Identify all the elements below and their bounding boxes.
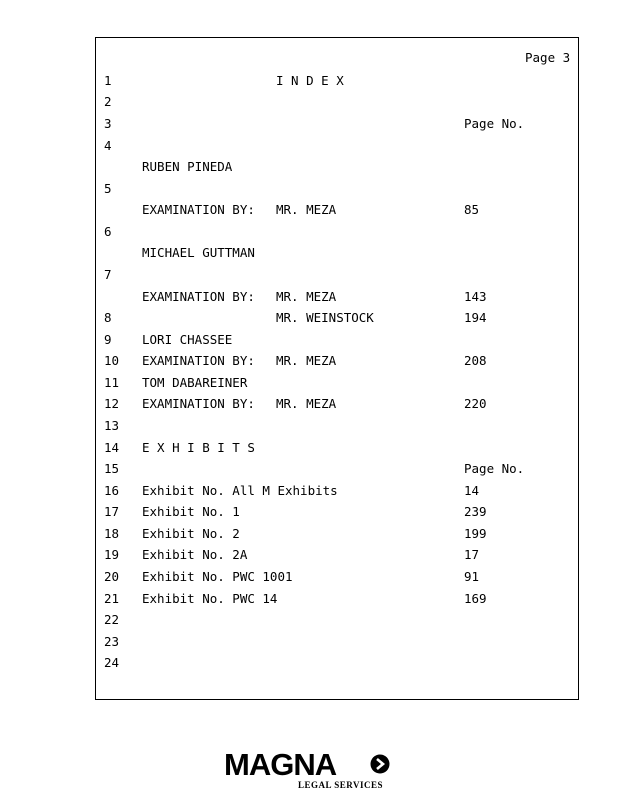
exhibit-label: Exhibit No. 1 [142, 504, 240, 519]
witness-name: LORI CHASSEE [142, 332, 233, 347]
line-number: 12 [104, 396, 120, 411]
exhibit-page: 239 [464, 504, 487, 519]
examination-page: 194 [464, 310, 487, 325]
line-number: 5 [104, 181, 112, 196]
line-number: 16 [104, 483, 120, 498]
line-number: 23 [104, 634, 120, 649]
exhibit-page: 199 [464, 526, 487, 541]
magna-logo [224, 748, 396, 792]
exhibit-label: Exhibit No. All M Exhibits [142, 483, 338, 498]
witness-name: MICHAEL GUTTMAN [142, 245, 255, 260]
exhibits-title: E X H I B I T S [142, 440, 255, 455]
line-number: 4 [104, 138, 112, 153]
line-number: 1 [104, 73, 112, 88]
witness-name: TOM DABAREINER [142, 375, 248, 390]
examiner-name: MR. MEZA [276, 289, 337, 304]
line-number: 13 [104, 418, 120, 433]
examiner-name: MR. MEZA [276, 202, 337, 217]
examination-label: EXAMINATION BY: [142, 289, 255, 304]
line-number: 18 [104, 526, 120, 541]
line-number: 14 [104, 440, 120, 455]
examination-page: 85 [464, 202, 480, 217]
examiner-name: MR. MEZA [276, 353, 337, 368]
exhibit-label: Exhibit No. PWC 14 [142, 591, 278, 606]
exhibit-page: 91 [464, 569, 480, 584]
page-label: Page 3 [525, 50, 571, 65]
examination-page: 143 [464, 289, 487, 304]
examination-label: EXAMINATION BY: [142, 396, 255, 411]
exhibit-label: Exhibit No. 2 [142, 526, 240, 541]
logo-subtitle: LEGAL SERVICES [298, 780, 383, 790]
line-number: 17 [104, 504, 120, 519]
logo-chevron-icon [370, 754, 390, 774]
examination-label: EXAMINATION BY: [142, 202, 255, 217]
line-number: 7 [104, 267, 112, 282]
exhibit-page: 17 [464, 547, 480, 562]
line-number: 2 [104, 94, 112, 109]
line-number: 11 [104, 375, 120, 390]
line-number: 15 [104, 461, 120, 476]
exhibit-label: Exhibit No. PWC 1001 [142, 569, 293, 584]
line-number: 22 [104, 612, 120, 627]
line-number: 6 [104, 224, 112, 239]
exhibit-page: 14 [464, 483, 480, 498]
examination-page: 220 [464, 396, 487, 411]
exhibit-label: Exhibit No. 2A [142, 547, 248, 562]
index-page-no-header: Page No. [464, 116, 525, 131]
line-number: 8 [104, 310, 112, 325]
witness-name: RUBEN PINEDA [142, 159, 233, 174]
line-number: 20 [104, 569, 120, 584]
exhibit-page: 169 [464, 591, 487, 606]
index-title: I N D E X [276, 73, 344, 88]
examiner-name: MR. MEZA [276, 396, 337, 411]
line-number: 9 [104, 332, 112, 347]
line-number: 3 [104, 116, 112, 131]
line-number: 19 [104, 547, 120, 562]
logo-brand-text: MAGNA [224, 747, 337, 782]
examination-page: 208 [464, 353, 487, 368]
line-number: 21 [104, 591, 120, 606]
line-number: 10 [104, 353, 120, 368]
examiner-name: MR. WEINSTOCK [276, 310, 374, 325]
line-number: 24 [104, 655, 120, 670]
exhibits-page-no-header: Page No. [464, 461, 525, 476]
examination-label: EXAMINATION BY: [142, 353, 255, 368]
